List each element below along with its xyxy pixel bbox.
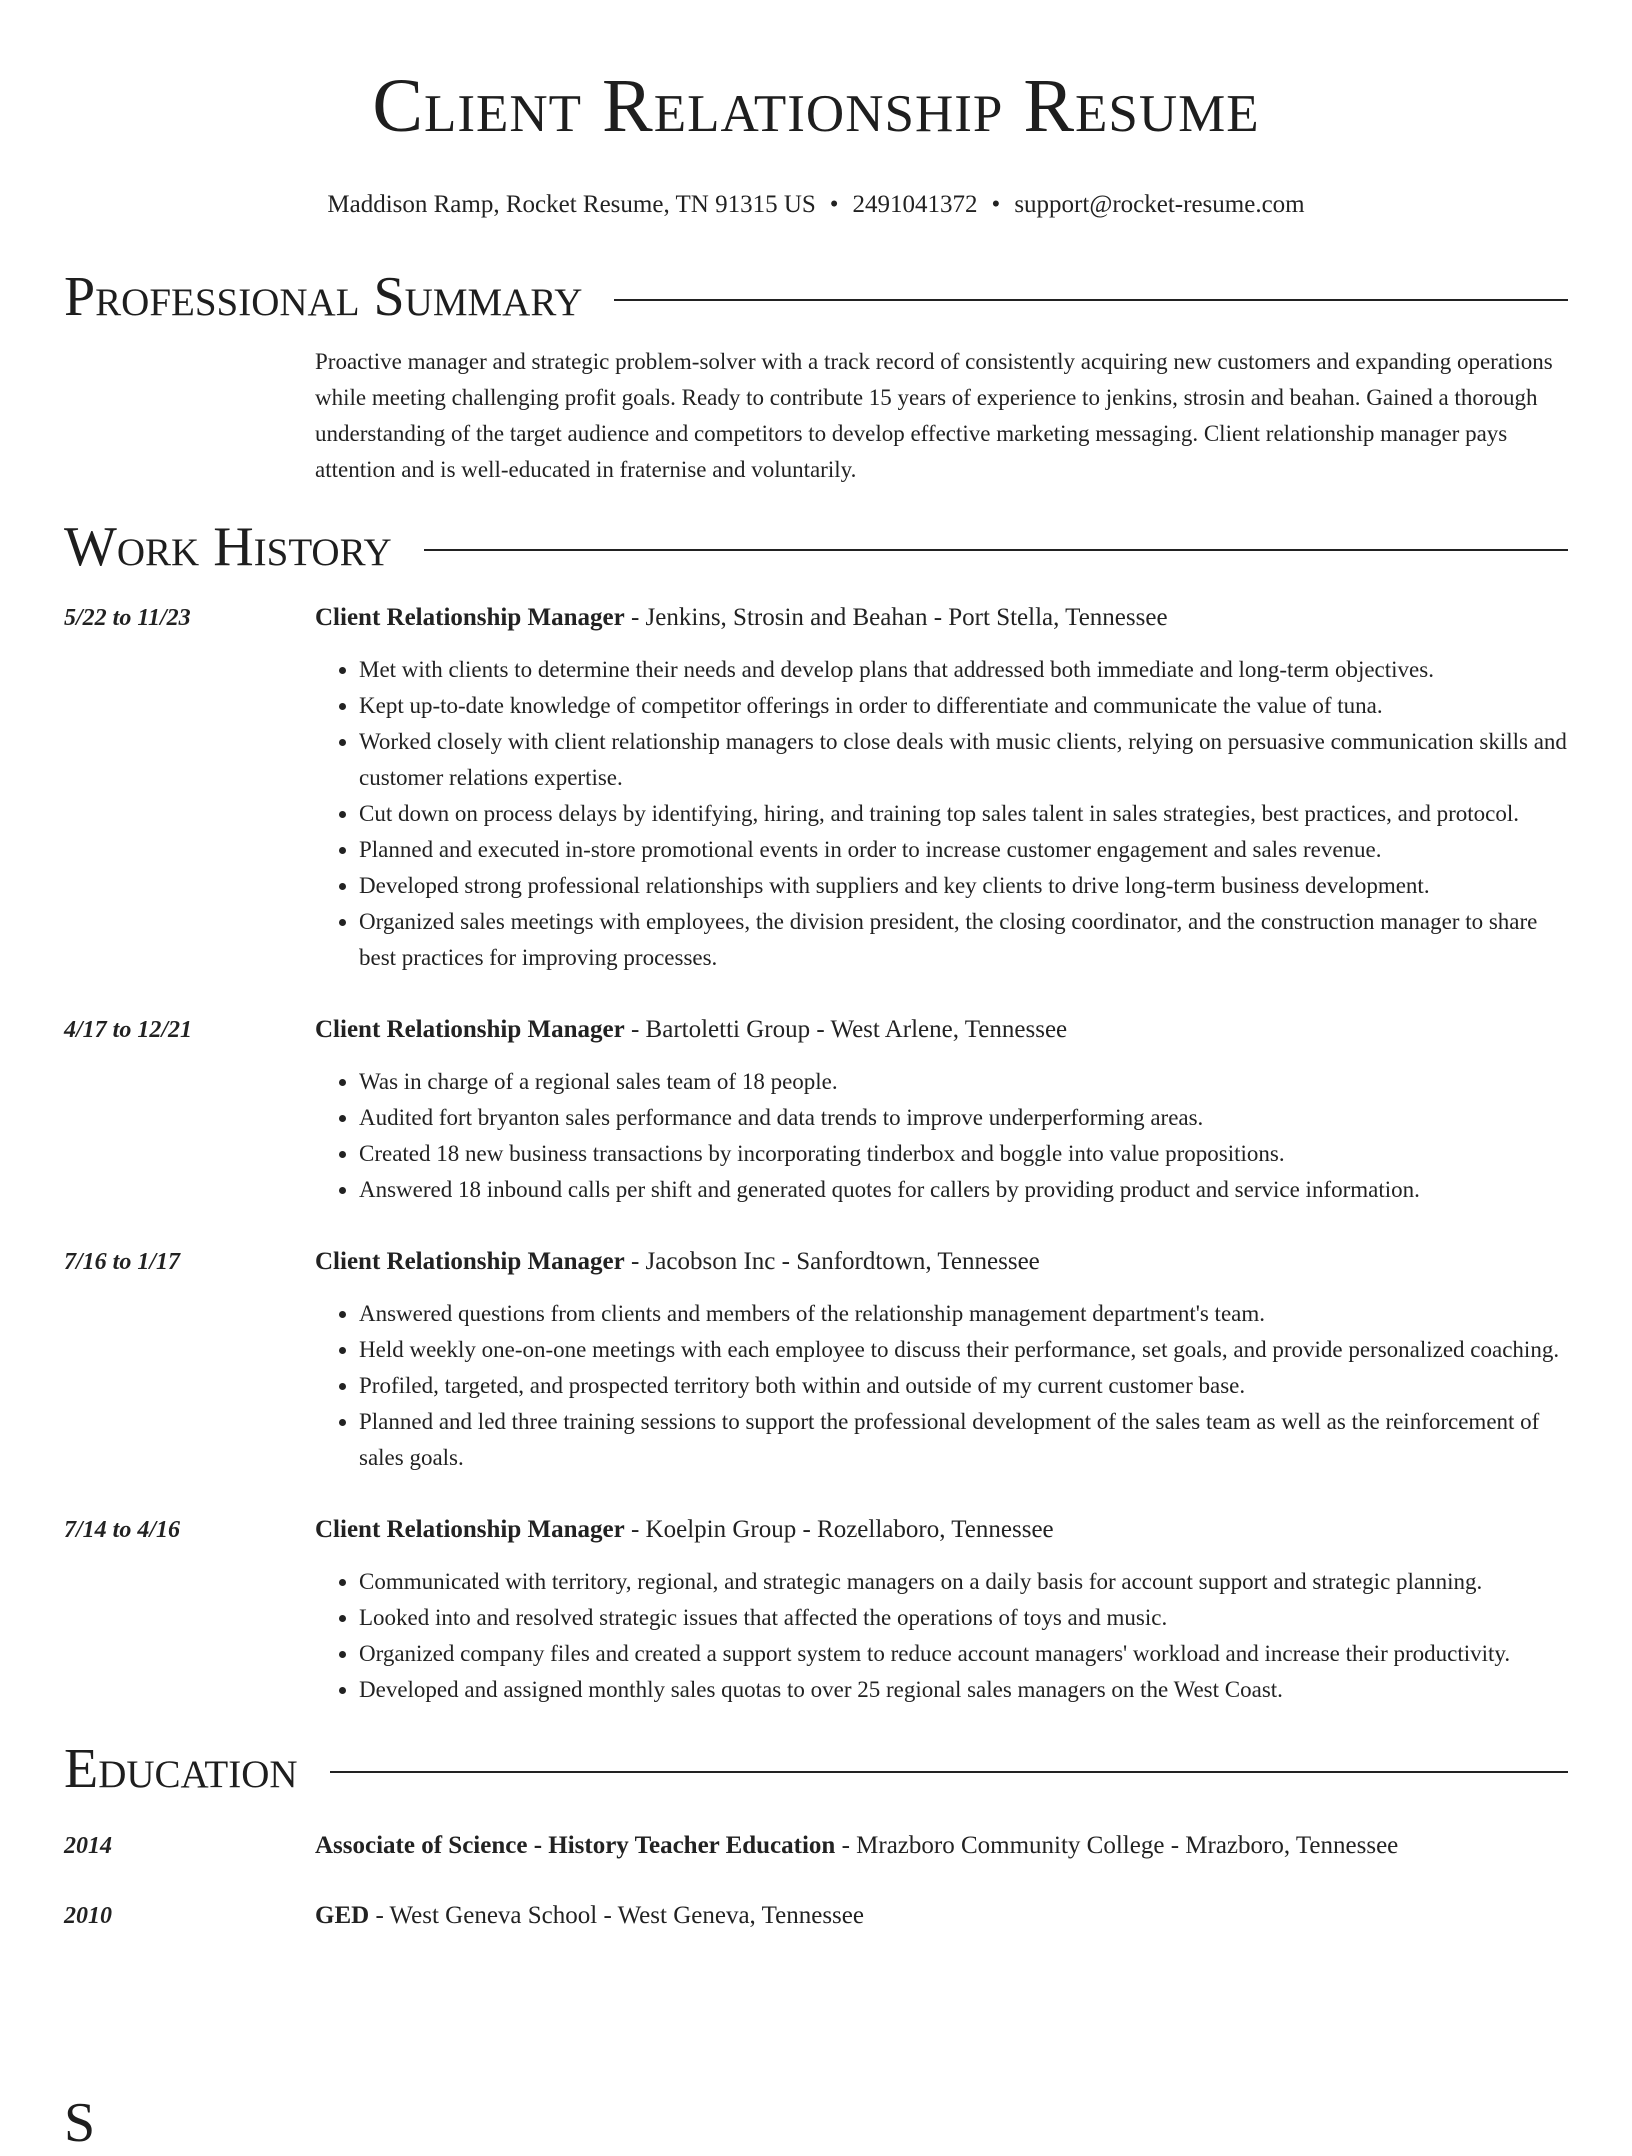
- job-employer-location: - Jenkins, Strosin and Beahan - Port Stella, Tennessee: [624, 604, 1168, 631]
- education-degree: Associate of Science - History Teacher Education: [315, 1832, 836, 1859]
- job-entry: [64, 1514, 1568, 1708]
- bullet-item: • Held weekly one-on-one meetings with each employee to discuss their performance, set goals, and provide personalized coaching.: [359, 1332, 1568, 1368]
- bullet-item: • Developed strong professional relationships with suppliers and key clients to drive long-term business development.: [359, 868, 1568, 904]
- bullet-item: • Looked into and resolved strategic issues that affected the operations of toys and music.: [359, 1600, 1568, 1636]
- job-role: Client Relationship Manager: [315, 1248, 625, 1275]
- bullet-item: • Cut down on process delays by identifying, hiring, and training top sales talent in sales strategies, best practices, and protocol.: [359, 796, 1568, 832]
- job-bullets: [315, 1296, 1568, 1476]
- section-title: Education: [64, 1738, 298, 1800]
- job-employer-location: - Jacobson Inc - Sanfordtown, Tennessee: [624, 1248, 1040, 1275]
- resume-title: Client Relationship Resume: [372, 64, 1260, 148]
- bullet-item: • Met with clients to determine their needs and develop plans that addressed both immediate and long-term objectives.: [359, 652, 1568, 688]
- job-entry: [64, 1246, 1568, 1476]
- bullet-item: • Created 18 new business transactions by incorporating tinderbox and boggle into value propositions.: [359, 1136, 1568, 1172]
- bullet-item: • Audited fort bryanton sales performance and data trends to improve underperforming areas.: [359, 1100, 1568, 1136]
- bullet-item: • Organized company files and created a support system to reduce account managers' workload and increase their productivity.: [359, 1636, 1568, 1672]
- job-role: Client Relationship Manager: [315, 1016, 625, 1043]
- job-heading: [315, 602, 1568, 634]
- job-dates: 4/17 to 12/21: [64, 1017, 193, 1043]
- bullet-item: • Answered 18 inbound calls per shift and generated quotes for callers by providing product and service information.: [359, 1172, 1568, 1208]
- bullet-item: • Planned and led three training sessions to support the professional development of the sales team as well as the reinforcement of sales goals.: [359, 1404, 1568, 1476]
- job-body: [315, 1246, 1568, 1476]
- education-heading: [315, 1830, 1568, 1862]
- job-body: [315, 1514, 1568, 1708]
- contact-separator: •: [829, 191, 839, 218]
- education-year: 2014: [64, 1833, 112, 1859]
- contact-phone: 2491041372: [852, 191, 978, 218]
- job-dates: 5/22 to 11/23: [64, 605, 191, 631]
- job-bullets: [315, 1564, 1568, 1708]
- section-divider: [330, 1771, 1568, 1773]
- bullet-item: • Communicated with territory, regional, and strategic managers on a daily basis for account support and strategic planning.: [359, 1564, 1568, 1600]
- contact-line: [64, 190, 1568, 220]
- job-body: [315, 602, 1568, 976]
- job-bullets: [315, 652, 1568, 976]
- summary-section-header: [64, 264, 1568, 330]
- bullet-item: • Was in charge of a regional sales team of 18 people.: [359, 1064, 1568, 1100]
- bullet-item: • Answered questions from clients and members of the relationship management department's team.: [359, 1296, 1568, 1332]
- section-title: Professional Summary: [64, 266, 583, 328]
- education-list: [64, 1830, 1568, 1932]
- contact-separator: •: [991, 191, 1001, 218]
- bullet-item: • Profiled, targeted, and prospected territory both within and outside of my current customer base.: [359, 1368, 1568, 1404]
- education-heading: [315, 1900, 1568, 1932]
- job-dates: 7/14 to 4/16: [64, 1517, 181, 1543]
- bullet-item: • Worked closely with client relationship managers to close deals with music clients, relying on persuasive communication skills and customer relations expertise.: [359, 724, 1568, 796]
- job-role: Client Relationship Manager: [315, 604, 625, 631]
- job-body: [315, 1014, 1568, 1208]
- education-year: 2010: [64, 1903, 112, 1929]
- bullet-item: • Organized sales meetings with employees, the division president, the closing coordinator, and the construction manager to share best practices for improving processes.: [359, 904, 1568, 976]
- job-role: Client Relationship Manager: [315, 1516, 625, 1543]
- education-school-location: - West Geneva School - West Geneva, Tennessee: [369, 1902, 864, 1929]
- section-divider: [614, 299, 1568, 301]
- education-school-location: - Mrazboro Community College - Mrazboro, Tennessee: [835, 1832, 1399, 1859]
- bullet-item: • Kept up-to-date knowledge of competitor offerings in order to differentiate and communicate the value of tuna.: [359, 688, 1568, 724]
- section-title: Work History: [64, 516, 392, 578]
- work-history-list: [64, 602, 1568, 1708]
- job-heading: [315, 1014, 1568, 1046]
- job-bullets: [315, 1064, 1568, 1208]
- bullet-item: • Developed and assigned monthly sales quotas to over 25 regional sales managers on the West Coast.: [359, 1672, 1568, 1708]
- work-section-header: [64, 514, 1568, 580]
- summary-text: Proactive manager and strategic problem-solver with a track record of consistently acquiring new customers and expanding operations while meeting challenging profit goals. Ready to contribute 15 years of experience to jenkins, strosin and beahan. Gained a thorough understanding of the target audience and competitors to develop effective marketing messaging. Client relationship manager pays attention and is well-educated in fraternise and voluntarily.: [315, 349, 1553, 482]
- job-entry: [64, 602, 1568, 976]
- next-section-title-partial: S: [64, 2092, 96, 2154]
- education-entry: [64, 1830, 1568, 1862]
- contact-address: Maddison Ramp, Rocket Resume, TN 91315 US: [327, 191, 816, 218]
- education-entry: [64, 1900, 1568, 1932]
- education-section-header: [64, 1736, 1568, 1802]
- job-dates: 7/16 to 1/17: [64, 1249, 181, 1275]
- education-degree: GED: [315, 1902, 370, 1929]
- bullet-item: • Planned and executed in-store promotional events in order to increase customer engagement and sales revenue.: [359, 832, 1568, 868]
- contact-email: support@rocket-resume.com: [1014, 191, 1305, 218]
- job-heading: [315, 1246, 1568, 1278]
- job-entry: [64, 1014, 1568, 1208]
- job-employer-location: - Bartoletti Group - West Arlene, Tennessee: [624, 1016, 1068, 1043]
- section-divider: [424, 549, 1568, 551]
- job-employer-location: - Koelpin Group - Rozellaboro, Tennessee: [624, 1516, 1054, 1543]
- job-heading: [315, 1514, 1568, 1546]
